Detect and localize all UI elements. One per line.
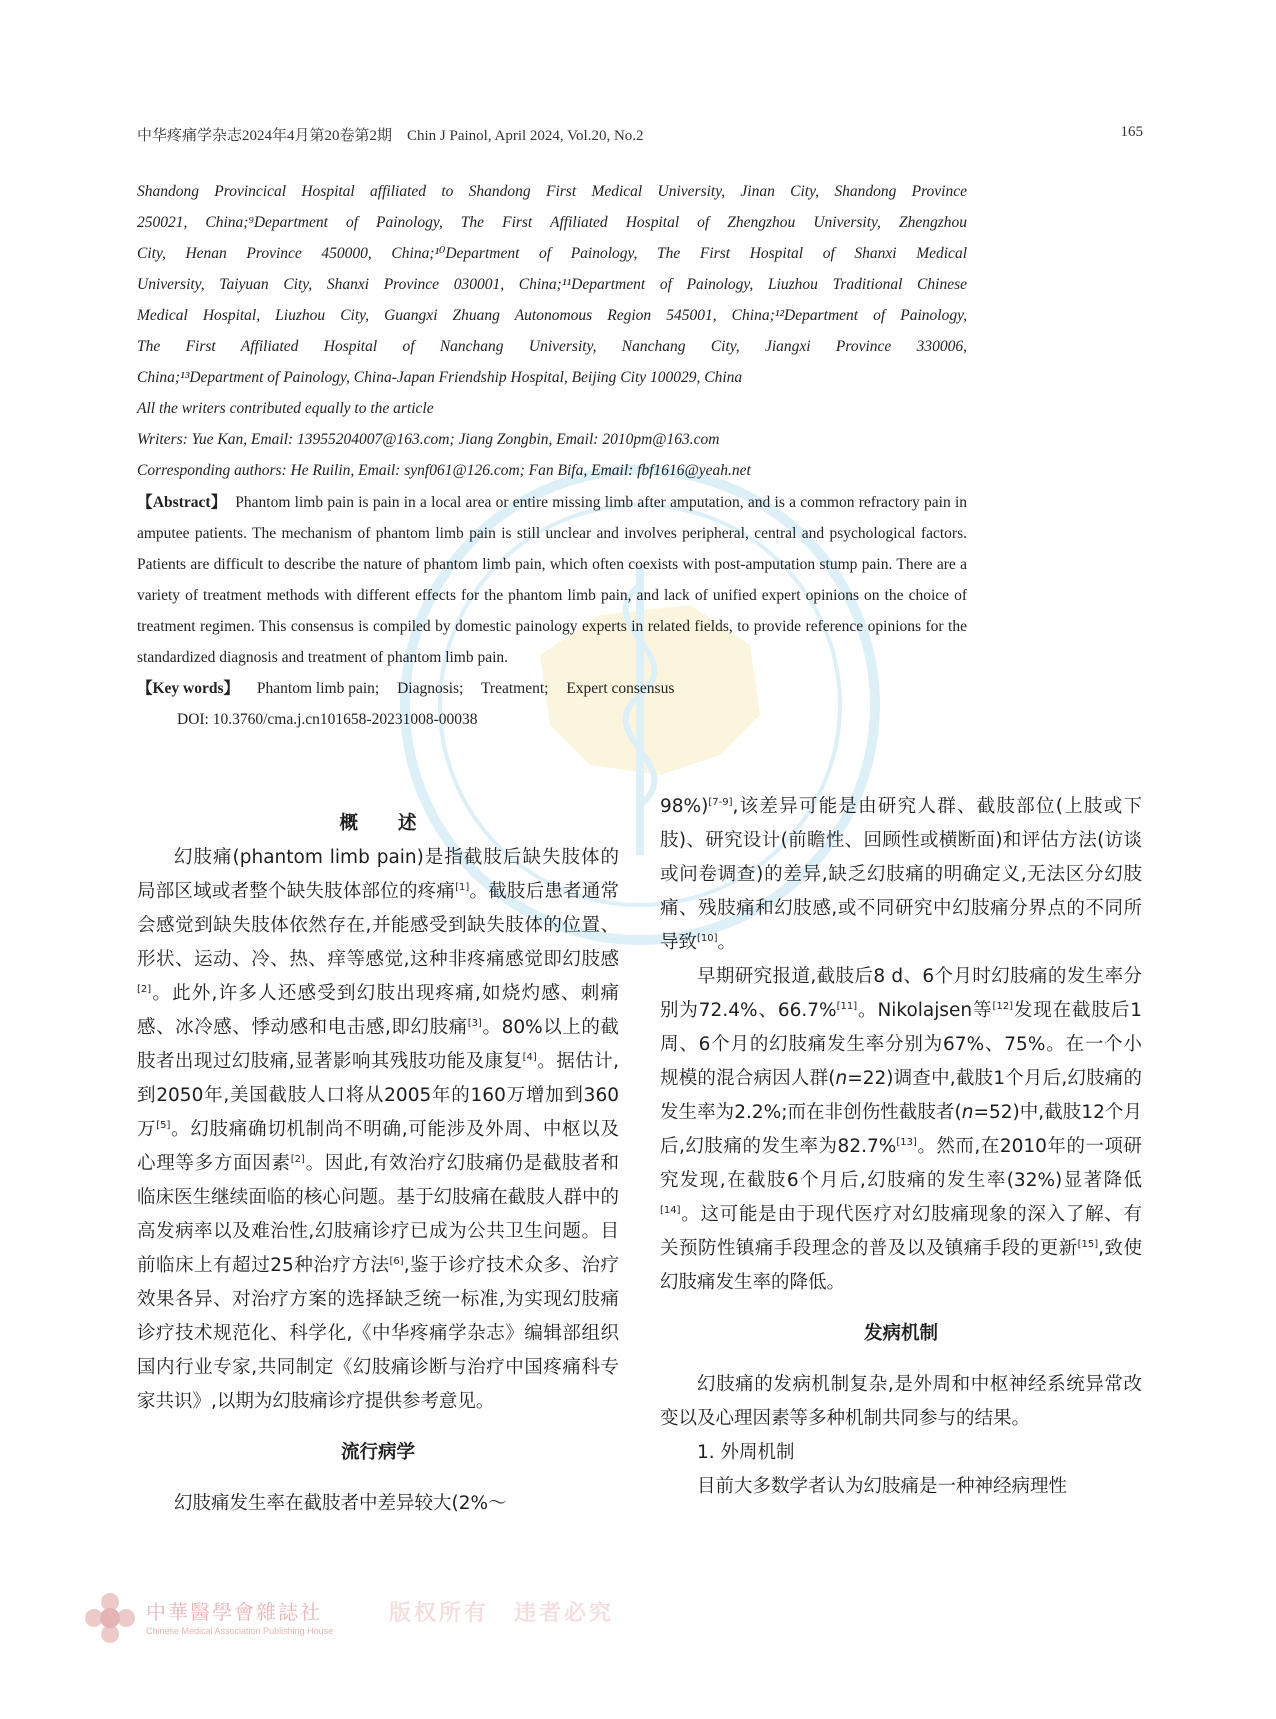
citation-ref: [2] — [137, 983, 152, 995]
abstract-paragraph — [137, 487, 967, 673]
body-paragraph: 幻肢痛的发病机制复杂,是外周和中枢神经系统异常改变以及心理因素等多种机制共同参与的结果。 — [660, 1374, 1142, 1429]
abstract-block — [137, 487, 967, 735]
citation-ref: [7-9] — [708, 796, 733, 808]
running-header — [137, 124, 1143, 145]
affiliations-block — [137, 176, 967, 486]
abstract-label: 【Abstract】 — [137, 494, 227, 511]
citation-ref: [15] — [1077, 1238, 1099, 1250]
keyword: Phantom limb pain; — [256, 680, 380, 697]
citation-ref: [2] — [290, 1153, 305, 1165]
publisher-name-en: Chinese Medical Association Publishing House — [146, 1626, 334, 1636]
citation-ref: [13] — [896, 1136, 917, 1148]
copyright-stamp: 版权所有 违者必究 — [389, 1601, 615, 1626]
affiliation-line: Medical Hospital, Liuzhou City, Guangxi Zhuang Autonomous Region 545001, China;¹²Department of Painology, — [137, 307, 967, 324]
keyword: Diagnosis; — [397, 680, 464, 697]
keywords-label: 【Key words】 — [137, 680, 240, 697]
keywords-line — [137, 673, 967, 704]
citation-ref: [5] — [156, 1119, 171, 1131]
affiliation-line: 250021, China;⁹Department of Painology, The First Affiliated Hospital of Zhengzhou University, Zhengzhou — [137, 214, 967, 231]
publisher-flower-icon — [84, 1592, 136, 1644]
writers-line: Writers: Yue Kan, Email: 13955204007@163.com; Jiang Zongbin, Email: 2010pm@163.com — [137, 431, 720, 448]
page-number: 165 — [1120, 124, 1143, 140]
citation-ref: [1] — [455, 881, 470, 893]
italic-symbol: n — [835, 1068, 848, 1089]
affiliation-line: Shandong Provincical Hospital affiliated to Shandong First Medical University, Jinan City, Shandong Province — [137, 183, 967, 200]
body-paragraph: 幻肢痛发生率在截肢者中差异较大(2%～ — [174, 1493, 507, 1514]
citation-ref: [12] — [992, 1000, 1013, 1012]
keyword: Expert consensus — [566, 680, 675, 697]
section-heading-pathogenesis: 发病机制 — [863, 1323, 938, 1344]
subsection-heading-peripheral: 1. 外周机制 — [697, 1442, 795, 1463]
affiliation-line: University, Taiyuan City, Shanxi Province 030001, China;¹¹Department of Painology, Liuzhou Traditional Chinese — [137, 276, 967, 293]
publisher-footer-logo — [84, 1590, 644, 1650]
citation-ref: [14] — [660, 1204, 681, 1216]
citation-ref: [4] — [522, 1051, 537, 1063]
affiliation-line: City, Henan Province 450000, China;¹⁰Department of Painology, The First Hospital of Shanxi Medical — [137, 245, 967, 262]
left-column — [137, 807, 619, 1521]
body-paragraph: 早期研究报道,截肢后8 d、6个月时幻肢痛的发生率分别为72.4%、66.7%[11]。Nikolajsen等[12]发现在截肢后1周、6个月的幻肢痛发生率分别为67%、75%。在一个小规模的混合病因人群(n=22)调查中,截肢1个月后,幻肢痛的发生率为2.2%;而在非创伤性截肢者(n=52)中,截肢12个月后,幻肢痛的发生率为82.7%[13]。然而,在2010年的一项研究发现,在截肢6个月后,幻肢痛的发生率(32%)显著降低[14]。这可能是由于现代医疗对幻肢痛现象的深入了解、有关预防性镇痛手段理念的普及以及镇痛手段的更新[15],致使幻肢痛发生率的降低。 — [660, 966, 1143, 1293]
right-column — [660, 790, 1142, 1504]
affiliation-line: China;¹³Department of Painology, China-Japan Friendship Hospital, Beijing City 100029, China — [137, 369, 743, 386]
italic-symbol: n — [961, 1102, 974, 1123]
body-paragraph: 幻肢痛(phantom limb pain)是指截肢后缺失肢体的局部区域或者整个缺失肢体部位的疼痛[1]。截肢后患者通常会感觉到缺失肢体依然存在,并能感受到缺失肢体的位置、形状、运动、冷、热、痒等感觉,这种非疼痛感觉即幻肢感[2]。此外,许多人还感受到幻肢出现疼痛,如烧灼感、刺痛感、冰冷感、悸动感和电击感,即幻肢痛[3]。80%以上的截肢者出现过幻肢痛,显著影响其残肢功能及康复[4]。据估计,到2050年,美国截肢人口将从2005年的160万增加到360万[5]。幻肢痛确切机制尚不明确,可能涉及外周、中枢以及心理等多方面因素[2]。因此,有效治疗幻肢痛仍是截肢者和临床医生继续面临的核心问题。基于幻肢痛在截肢人群中的高发病率以及难治性,幻肢痛诊疗已成为公共卫生问题。目前临床上有超过25种治疗方法[6],鉴于诊疗技术众多、治疗效果各异、对治疗方案的选择缺乏统一标准,为实现幻肢痛诊疗技术规范化、科学化,《中华疼痛学杂志》编辑部组织国内行业专家,共同制定《幻肢痛诊断与治疗中国疼痛科专家共识》,以期为幻肢痛诊疗提供参考意见。 — [137, 847, 619, 1412]
affiliation-line: The First Affiliated Hospital of Nanchang University, Nanchang City, Jiangxi Province 330006, — [137, 338, 967, 355]
abstract-text: Phantom limb pain is pain in a local area or entire missing limb after amputation, and is a common refractory pain in amputee patients. The mechanism of phantom limb pain is still unclear and involves peripheral, central and psychological factors. Patients are difficult to describe the nature of phantom limb pain, which often coexists with post-amputation stump pain. There are a variety of treatment methods with different effects for the phantom limb pain, and lack of unified expert opinions on the choice of treatment regimen. This consensus is compiled by domestic painology experts in related fields, to provide reference opinions for the standardized diagnosis and treatment of phantom limb pain. — [137, 494, 968, 666]
journal-citation: 中华疼痛学杂志2024年4月第20卷第2期 Chin J Painol, April 2024, Vol.20, No.2 — [137, 128, 644, 144]
citation-ref: [11] — [836, 1000, 858, 1012]
equal-contribution-note: All the writers contributed equally to the article — [137, 400, 434, 417]
body-paragraph: 98%)[7-9],该差异可能是由研究人群、截肢部位(上肢或下肢)、研究设计(前瞻性、回顾性或横断面)和评估方法(访谈或问卷调查)的差异,缺乏幻肢痛的明确定义,无法区分幻肢痛、残肢痛和幻肢感,或不同研究中幻肢痛分界点的不同所导致[10]。 — [660, 796, 1142, 953]
citation-ref: [6] — [389, 1255, 404, 1267]
section-heading-epidemiology: 流行病学 — [340, 1442, 415, 1463]
doi-line: DOI: 10.3760/cma.j.cn101658-20231008-00038 — [177, 711, 478, 728]
corresponding-authors-line: Corresponding authors: He Ruilin, Email: synf061@126.com; Fan Bifa, Email: fbf1616@yeah.net — [137, 462, 751, 479]
publisher-name: 中華醫學會雜誌社 — [146, 1600, 322, 1624]
citation-ref: [10] — [697, 932, 718, 944]
keyword: Treatment; — [481, 680, 549, 697]
citation-ref: [3] — [467, 1017, 482, 1029]
body-paragraph: 目前大多数学者认为幻肢痛是一种神经病理性 — [697, 1476, 1068, 1497]
section-heading-overview: 概述 — [339, 813, 457, 834]
